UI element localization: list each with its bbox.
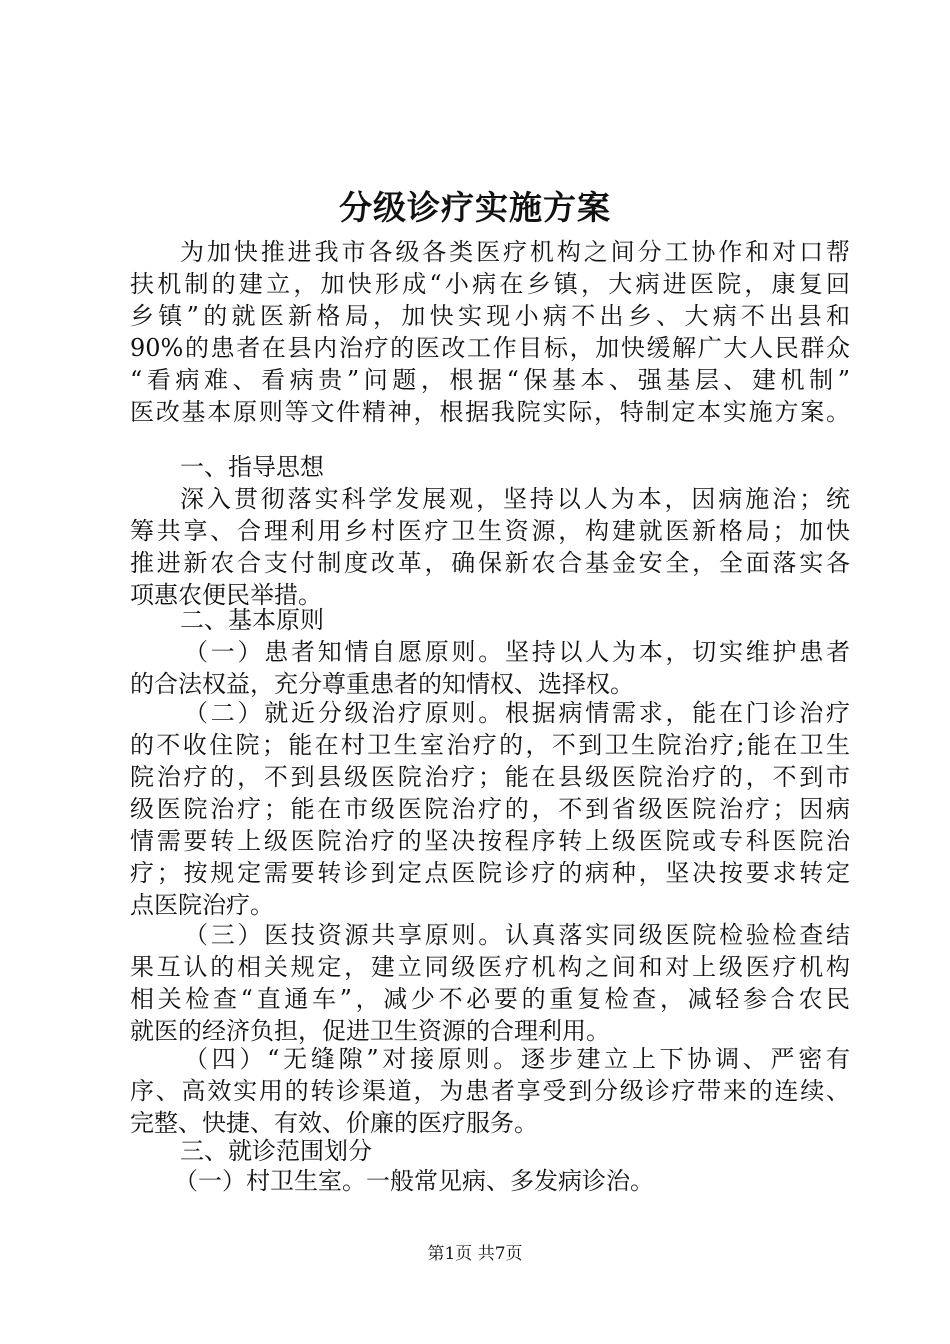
document-title: 分级诊疗实施方案 <box>339 188 611 227</box>
paragraph-line: 的合法权益，充分尊重患者的知情权、选择权。 <box>130 670 634 698</box>
paragraph-line: （一）村卫生室。一般常见病、多发病诊治。 <box>174 1167 654 1195</box>
paragraph-line: 推进新农合支付制度改革，确保新农合基金安全，全面落实各 <box>130 549 850 577</box>
paragraph-line: （四）“无缝隙”对接原则。逐步建立上下协调、严密有 <box>184 1045 850 1073</box>
paragraph-line: 为加快推进我市各级各类医疗机构之间分工协作和对口帮 <box>180 238 850 266</box>
paragraph-line: 院治疗的，不到县级医院治疗；能在县级医院治疗的，不到市 <box>130 763 850 791</box>
paragraph-line: 医改基本原则等文件精神，根据我院实际，特制定本实施方案。 <box>130 398 850 426</box>
paragraph-line: 扶机制的建立，加快形成“小病在乡镇，大病进医院，康复回 <box>130 270 850 298</box>
paragraph-line: 级医院治疗；能在市级医院治疗的，不到省级医院治疗；因病 <box>130 795 850 823</box>
paragraph-line: 点医院治疗。 <box>130 891 274 919</box>
paragraph-line: （三）医技资源共享原则。认真落实同级医院检验检查结 <box>184 921 850 949</box>
paragraph-line: 项惠农便民举措。 <box>130 581 322 609</box>
paragraph-line: 情需要转上级医院治疗的坚决按程序转上级医院或专科医院治 <box>130 827 850 855</box>
paragraph-line: 90%的患者在县内治疗的医改工作目标，加快缓解广大人民群众 <box>130 334 850 362</box>
paragraph-line: 果互认的相关规定，建立同级医疗机构之间和对上级医疗机构 <box>130 953 850 981</box>
page-footer: 第1页 共7页 <box>427 1244 523 1264</box>
paragraph-line: 深入贯彻落实科学发展观，坚持以人为本，因病施治；统 <box>180 485 850 513</box>
section-heading: 一、指导思想 <box>180 453 324 481</box>
paragraph-line: （二）就近分级治疗原则。根据病情需求，能在门诊治疗 <box>184 699 850 727</box>
section-heading: 二、基本原则 <box>180 606 324 634</box>
paragraph-line: 的不收住院；能在村卫生室治疗的，不到卫生院治疗;能在卫生 <box>130 731 850 759</box>
paragraph-line: 乡镇”的就医新格局，加快实现小病不出乡、大病不出县和 <box>130 302 850 330</box>
paragraph-line: 疗；按规定需要转诊到定点医院诊疗的病种，坚决按要求转定 <box>130 859 850 887</box>
paragraph-line: 相关检查“直通车”，减少不必要的重复检查，减轻参合农民 <box>130 985 850 1013</box>
section-heading: 三、就诊范围划分 <box>180 1137 372 1165</box>
paragraph-line: “看病难、看病贵”问题，根据“保基本、强基层、建机制” <box>130 366 850 394</box>
paragraph-line: 就医的经济负担，促进卫生资源的合理利用。 <box>130 1017 610 1045</box>
paragraph-line: 序、高效实用的转诊渠道，为患者享受到分级诊疗带来的连续、 <box>130 1077 850 1105</box>
paragraph-line: 筹共享、合理利用乡村医疗卫生资源，构建就医新格局；加快 <box>130 517 850 545</box>
paragraph-line: （一）患者知情自愿原则。坚持以人为本，切实维护患者 <box>184 638 850 666</box>
paragraph-line: 完整、快捷、有效、价廉的医疗服务。 <box>130 1109 538 1137</box>
